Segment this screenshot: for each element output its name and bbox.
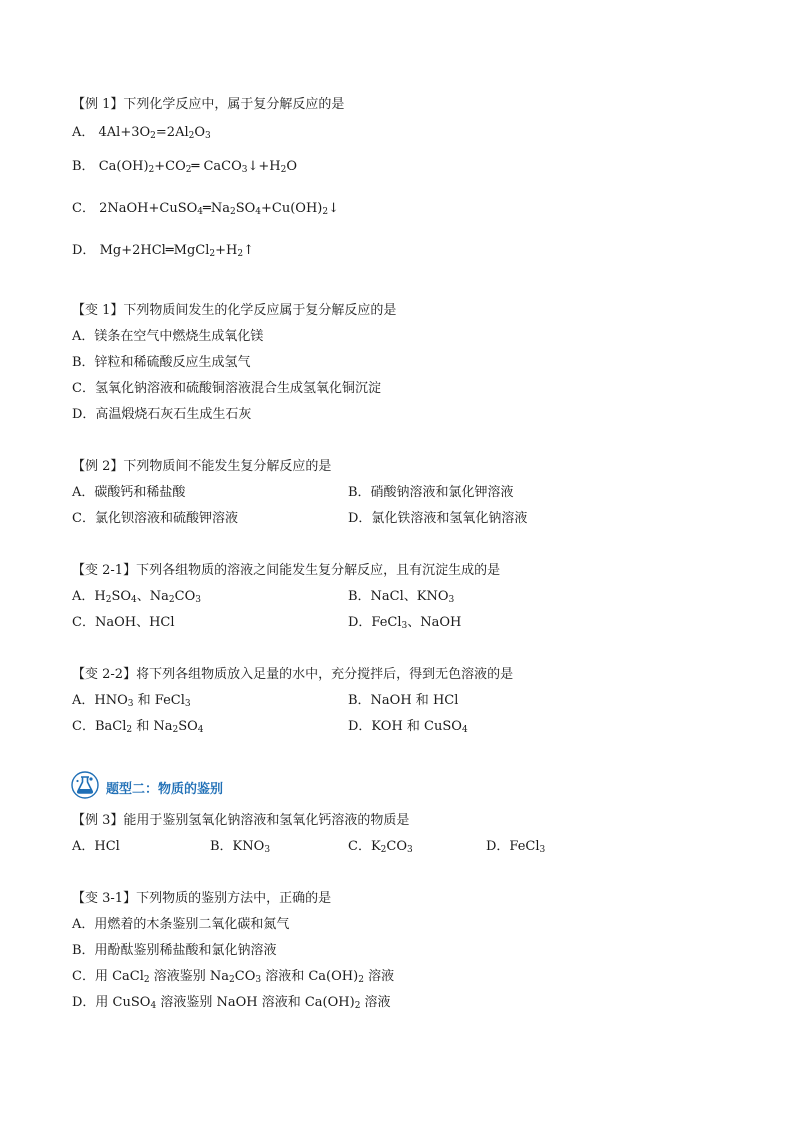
variant-2-1-option-c: C．NaOH、HCl bbox=[72, 615, 175, 630]
variant-2-1-option-d: D．FeCl$_3$、NaOH bbox=[348, 615, 462, 631]
example-1-option-a: A． $4Al+3O_2=2Al_2O_3$ bbox=[72, 125, 211, 141]
variant-2-1-question: 【变 2-1】下列各组物质的溶液之间能发生复分解反应，且有沉淀生成的是 bbox=[72, 563, 501, 578]
variant-1-option-b: B．锌粒和稀硫酸反应生成氢气 bbox=[72, 355, 251, 370]
example-2-option-d: D．氯化铁溶液和氢氧化钠溶液 bbox=[348, 511, 528, 526]
example-1-option-b: B． $Ca(OH)_2+CO_2═$ $CaCO_3↓+H_2O$ bbox=[72, 159, 298, 175]
variant-2-1-option-a: A．$H_2SO_4$、$Na_2CO_3$ bbox=[72, 589, 201, 605]
variant-1-option-d: D．高温煅烧石灰石生成生石灰 bbox=[72, 407, 252, 422]
example-3-question: 【例 3】能用于鉴别氢氧化钠溶液和氢氧化钙溶液的物质是 bbox=[72, 813, 410, 828]
variant-2-2-option-d: D．KOH 和 CuSO$_4$ bbox=[348, 719, 468, 735]
example-2-question: 【例 2】下列物质间不能发生复分解反应的是 bbox=[72, 459, 332, 474]
variant-2-2-option-a: A．$HNO_3$ 和 FeCl$_3$ bbox=[72, 693, 191, 709]
example-2-option-b: B．硝酸钠溶液和氯化钾溶液 bbox=[348, 485, 514, 500]
example-3-option-b: B．$KNO_3$ bbox=[210, 839, 271, 855]
variant-2-2-option-c: C．BaCl$_2$ 和 $Na_2SO_4$ bbox=[72, 719, 204, 735]
flask-icon bbox=[70, 770, 100, 804]
example-3-option-a: A．HCl bbox=[72, 839, 120, 854]
variant-3-1-option-d: D．用 CuSO$_4$ 溶液鉴别 NaOH 溶液和 $Ca(OH)_2$ 溶液 bbox=[72, 995, 391, 1011]
example-2-option-a: A．碳酸钙和稀盐酸 bbox=[72, 485, 186, 500]
example-3-option-d: D．FeCl$_3$ bbox=[486, 839, 546, 855]
variant-3-1-option-b: B．用酚酞鉴别稀盐酸和氯化钠溶液 bbox=[72, 943, 277, 958]
example-3-option-c: C．$K_2CO_3$ bbox=[348, 839, 413, 855]
example-2-option-c: C．氯化钡溶液和硫酸钾溶液 bbox=[72, 511, 238, 526]
variant-1-question: 【变 1】下列物质间发生的化学反应属于复分解反应的是 bbox=[72, 303, 397, 318]
variant-2-2-question: 【变 2-2】将下列各组物质放入足量的水中，充分搅拌后，得到无色溶液的是 bbox=[72, 667, 514, 682]
example-1-question: 【例 1】下列化学反应中，属于复分解反应的是 bbox=[72, 97, 345, 112]
section-heading bbox=[70, 770, 223, 804]
example-1-option-d: D． $Mg+2HCl═MgCl_2+H_2↑$ bbox=[72, 243, 254, 259]
section-title: 题型二：物质的鉴别 bbox=[106, 781, 224, 797]
variant-3-1-option-c: C．用 CaCl$_2$ 溶液鉴别 $Na_2CO_3$ 溶液和 $Ca(OH)_2$ 溶液 bbox=[72, 969, 395, 985]
variant-1-option-c: C．氢氧化钠溶液和硫酸铜溶液混合生成氢氧化铜沉淀 bbox=[72, 381, 381, 396]
variant-2-1-option-b: B．NaCl、$KNO_3$ bbox=[348, 589, 455, 605]
variant-3-1-option-a: A．用燃着的木条鉴别二氧化碳和氮气 bbox=[72, 917, 290, 932]
variant-1-option-a: A．镁条在空气中燃烧生成氧化镁 bbox=[72, 329, 264, 344]
variant-2-2-option-b: B．NaOH 和 HCl bbox=[348, 693, 459, 708]
example-1-option-c: C． $2NaOH+CuSO_4═Na_2SO_4+Cu(OH)_2↓$ bbox=[72, 201, 339, 217]
variant-3-1-question: 【变 3-1】下列物质的鉴别方法中，正确的是 bbox=[72, 891, 332, 906]
